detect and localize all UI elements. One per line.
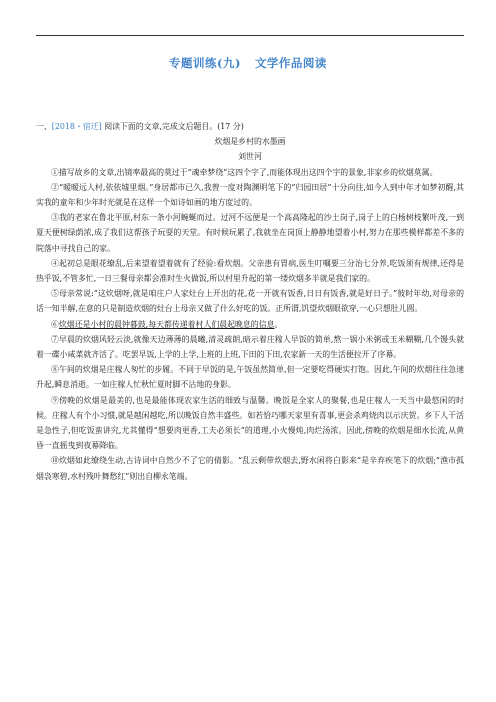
paragraph-9: ⑨傍晚的炊烟是最美的,也是最能体现农家生活的细致与温馨。晚饭是全家人的聚餐,也是庄稼人一天当中最悠闲的时候。庄稼人有个小习惯,就是越闲越吃,所以晚饭自然丰盛些。如若恰巧哪天家里有喜事,更会杀鸡烧肉以示庆贺。乡下人干活是急性子,但吃饭蛮讲究,尤其懂得“想要肉更香,工夫必须长”的道理,小火慢炖,肉烂汤浓。因此,傍晚的炊烟是细水长流,从黄昏一直摇曳到夜幕降临。	[36, 395, 464, 451]
paragraph-1: ①描写故乡的文章,出镜率最高的莫过于“魂牵梦绕”这四个字了,而能体现出这四个字的景象,非家乡的炊烟莫属。	[51, 167, 438, 177]
paragraph-6	[36, 317, 464, 332]
paragraph-4: ④起初总是眼花缭乱,后来望着望着就有了经验:看炊烟。父亲患有胃病,医生叮嘱要三分治七分养,吃饭须有规律,还得是热乎饭,不管多忙,一日三餐母亲都会准时生火做饭,所以村里升起的第一缕炊烟多半就是我们家的。	[36, 258, 464, 284]
document-body	[36, 119, 464, 484]
paragraph-10: ⑩炊烟如此缭绕生动,古诗词中自然少不了它的倩影。“乱云剩带炊烟去,野水闲将白影来”是辛弃疾笔下的炊烟;“渔市孤烟袅寒碧,水村残叶舞愁红”则出自柳永笔端。	[36, 456, 464, 481]
paragraph-6-end: 。	[274, 319, 283, 329]
paragraph-6-number: ⑥	[51, 319, 59, 329]
page-title	[0, 55, 496, 71]
question-instruction: 阅读下面的文章,完成文后题目。(17 分)	[101, 122, 244, 131]
title-part-2: 文学作品阅读	[254, 56, 327, 70]
question-source: [2018・宿迁]	[51, 122, 102, 131]
paragraph-8: ⑧午间的炊烟是庄稼人匆忙的步履。不同于早饭的是,午饭虽然简单,但一定要吃得硬实打饱。因此,午间的炊烟往往急速升起,瞬息消逝。一如庄稼人忙秋忙夏时脚不沾地的身影。	[36, 365, 464, 390]
paragraph-7: ⑦早晨的炊烟风轻云淡,就像天边薄薄的晨曦,清灵疏朗,暗示着庄稼人早饭的简单,熬一锅小米粥或玉米糊糊,几个馒头就着一碟小咸菜就齐活了。吃罢早饭,上学的上学,上班的上班,下田的下田,农家新一天的生活便拉开了序幕。	[36, 334, 464, 360]
question-heading	[36, 119, 464, 134]
paragraph-3: ③我的老家在鲁北平原,村东一条小河蜿蜒而过。过河不远便是一个高高隆起的沙土岗子,岗子上的白杨树枝繁叶茂,一到夏天便树绿荫浓,成了我们这帮孩子玩耍的天堂。有时候玩累了,我就坐在岗顶上静静地望着小村,努力在那些模样都差不多的院落中寻找自己的家。	[36, 213, 464, 253]
article-author: 刘世河	[238, 152, 262, 162]
title-part-1: 专题训练(九)	[169, 56, 241, 70]
underlined-sentence: 炊烟还是小村的晨钟暮鼓,每天都传递着村人们晨起晚息的信息	[58, 319, 275, 329]
question-number: 一、	[36, 122, 52, 131]
paragraph-2: ②“暧暧远人村,依依墟里烟。”身居都市已久,我曾一度对陶渊明笔下的“归园田居”十分向往,如今人到中年才如梦初醒,其实我的童年和少年时光就是在这样一个如诗如画的地方度过的。	[36, 182, 464, 208]
header-rule	[36, 35, 464, 36]
paragraph-5: ⑤母亲常说:“这炊烟呀,就是咱庄户人家灶台上开出的花,花一开就有饭香,日日有饭香,就是好日子。”彼时年幼,对母亲的话一知半解,在意的只是制造炊烟的灶台上母亲又做了什么好吃的饭。正所谓,饥望炊烟眼欲穿,一心只想肚儿圆。	[36, 289, 464, 314]
article-title: 炊烟是乡村的水墨画	[214, 137, 286, 147]
